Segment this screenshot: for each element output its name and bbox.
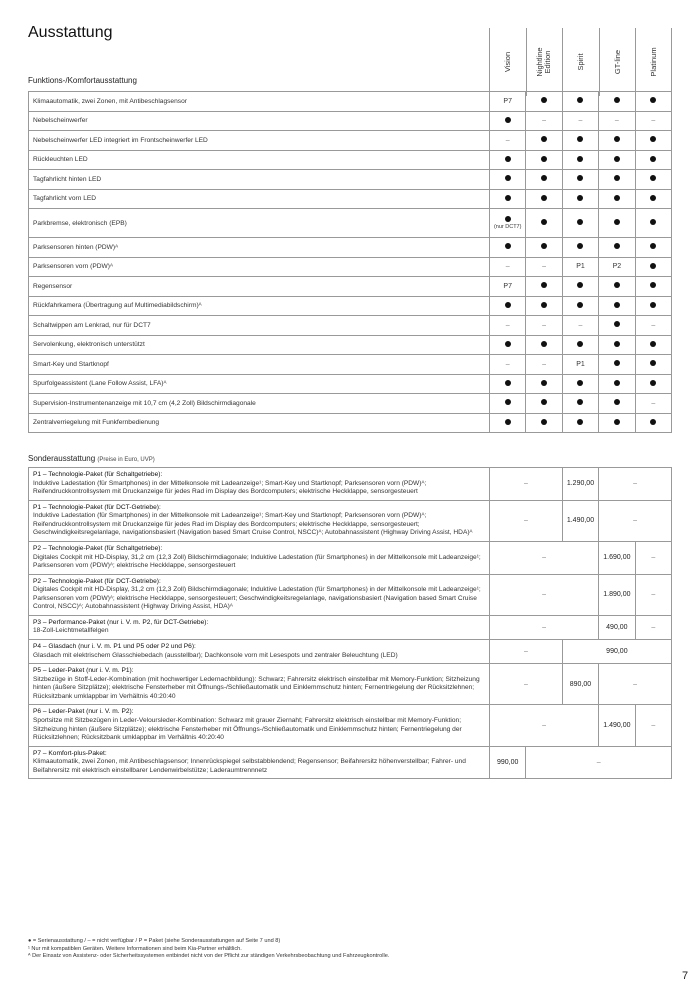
- package-details: Klimaautomatik, zwei Zonen, mit Antibeschlagsensor; Innenrückspiegel selbstabblendend; Regensensor; Beifahrersitz höhenverstellbar; Fahrer- und Beifahrersitz mit elektrisch einstellbarer Lendenwirbelstütze; Laderaumtrennnetz: [33, 758, 466, 774]
- standard-dot-icon: [541, 97, 547, 103]
- availability-cell: [599, 238, 635, 258]
- package-price: 890,00: [562, 664, 598, 705]
- availability-value: –: [505, 321, 510, 329]
- availability-cell: [599, 209, 635, 238]
- table-row: [29, 394, 672, 414]
- footnote: ᴬ Der Einsatz von Assistenz- oder Sicherheitssystemen entbindet nicht von der Pflicht zur ständigen Verkehrsbeobachtung und Fahrzeugkontrolle.: [28, 953, 390, 960]
- availability-value: –: [505, 136, 510, 144]
- package-title: P5 – Leder-Paket (nur i. V. m. P1):: [33, 667, 134, 675]
- availability-cell: [490, 277, 526, 297]
- feature-label: Tagfahrlicht vorn LED: [29, 189, 490, 209]
- footnote: ¹ Nur mit kompatiblen Geräten. Weitere Informationen sind beim Kia-Partner erhältlich.: [28, 945, 242, 952]
- standard-dot-icon: [505, 302, 511, 308]
- availability-cell: [635, 316, 671, 336]
- package-price: –: [635, 574, 671, 615]
- availability-cell: [490, 296, 526, 316]
- standard-dot-icon: [650, 156, 656, 162]
- availability-cell: [562, 209, 598, 238]
- table-row: [29, 296, 672, 316]
- standard-dot-icon: [614, 360, 620, 366]
- standard-dot-icon: [614, 243, 620, 249]
- feature-label: Spurfolgeassistent (Lane Follow Assist, LFA)ᴬ: [29, 374, 490, 394]
- package-title: P2 – Technologie-Paket (für Schaltgetriebe):: [33, 544, 163, 552]
- package-row: [29, 468, 672, 501]
- section-title: Sonderausstattung: [28, 454, 96, 463]
- availability-cell: [635, 111, 671, 131]
- standard-dot-icon: [650, 97, 656, 103]
- feature-label: Schaltwippen am Lenkrad, nur für DCT7: [29, 316, 490, 336]
- standard-dot-icon: [577, 282, 583, 288]
- availability-cell: [635, 394, 671, 414]
- availability-cell: [635, 238, 671, 258]
- standard-dot-icon: [505, 175, 511, 181]
- availability-cell: [490, 189, 526, 209]
- package-details: Induktive Ladestation (für Smartphones) in der Mittelkonsole mit Ladeanzeige¹; Smart-Key und Startknopf; Parksensoren vorn (PDW)ᴬ; Reifendruckkontrollsystem mit Druckanzeige für jedes Rad im Display des Bordcomputers; elektrische Heckklappe, sensorgesteuert; Geschwindigkeitsregelanlage, navigationsbasiert (Navigation based Smart Cruise Control, NSCC)ᴬ; Autobahnassistent (Highway Driving Assist, HDA)ᴬ: [33, 512, 473, 537]
- availability-value: –: [505, 263, 510, 271]
- standard-dot-icon: [650, 175, 656, 181]
- package-description: [29, 664, 490, 705]
- availability-value: P7: [503, 97, 512, 105]
- availability-cell: [490, 374, 526, 394]
- feature-label: Nebelscheinwerfer LED integriert im Frontscheinwerfer LED: [29, 131, 490, 151]
- package-description: [29, 705, 490, 746]
- trim-label: Vision: [502, 51, 512, 73]
- availability-cell: [490, 150, 526, 170]
- availability-cell: [562, 92, 598, 112]
- availability-cell: [599, 170, 635, 190]
- standard-dot-icon: [541, 195, 547, 201]
- package-price: 1.690,00: [599, 541, 635, 574]
- standard-dot-icon: [505, 380, 511, 386]
- package-price: 1.490,00: [599, 705, 635, 746]
- package-title: P1 – Technologie-Paket (für DCT-Getriebe):: [33, 503, 161, 511]
- table-row: [29, 170, 672, 190]
- standard-dot-icon: [614, 399, 620, 405]
- standard-dot-icon: [614, 156, 620, 162]
- package-description: [29, 574, 490, 615]
- package-row: [29, 664, 672, 705]
- package-title: P6 – Leder-Paket (nur i. V. m. P2):: [33, 708, 134, 716]
- availability-cell: [635, 374, 671, 394]
- availability-cell: [635, 170, 671, 190]
- availability-cell: [635, 335, 671, 355]
- availability-cell: [562, 238, 598, 258]
- standard-dot-icon: [541, 243, 547, 249]
- package-price: 990,00: [562, 640, 671, 664]
- standard-dot-icon: [505, 243, 511, 249]
- package-title: P3 – Performance-Paket (nur i. V. m. P2, für DCT-Getriebe):: [33, 618, 209, 626]
- availability-cell: [526, 374, 562, 394]
- package-price: –: [490, 468, 563, 501]
- package-price: –: [490, 574, 599, 615]
- feature-label: Supervision-Instrumentenanzeige mit 10,7 cm (4,2 Zoll) Bildschirmdiagonale: [29, 394, 490, 414]
- availability-cell: [562, 394, 598, 414]
- availability-cell: [490, 394, 526, 414]
- availability-cell: [526, 277, 562, 297]
- standard-dot-icon: [505, 399, 511, 405]
- availability-cell: [490, 238, 526, 258]
- section-note: (Preise in Euro, UVP): [97, 457, 155, 463]
- package-details: Sportsitze mit Sitzbezügen in Leder-Veloursleder-Kombination: Schwarz mit grauer Ziernaht; Fahrersitz elektrisch einstellbar mit Memory-Funktion; Sitzheizung hinten (äußere Sitzplätze); elektrische Fensterheber mit Öffnungs-/Schließautomatik und Einklemmschutz hinten; Fernentriegelung der Rücksitzlehnen; Rücksitzbank umklappbar im Verhältnis 40:20:40: [33, 716, 462, 742]
- standard-dot-icon: [505, 117, 511, 123]
- package-price: –: [490, 500, 563, 541]
- standard-dot-icon: [541, 175, 547, 181]
- feature-label: Rückfahrkamera (Übertragung auf Multimediabildschirm)ᴬ: [29, 296, 490, 316]
- availability-cell: [635, 131, 671, 151]
- availability-cell: [526, 170, 562, 190]
- package-row: [29, 615, 672, 639]
- availability-cell: [526, 189, 562, 209]
- standard-dot-icon: [505, 341, 511, 347]
- package-price: –: [635, 615, 671, 639]
- table-row: [29, 111, 672, 131]
- feature-label: Regensensor: [29, 277, 490, 297]
- availability-cell: [562, 374, 598, 394]
- package-price: –: [526, 746, 672, 779]
- table-row: [29, 189, 672, 209]
- availability-cell: [562, 257, 598, 277]
- package-details: Digitales Cockpit mit HD-Display, 31,2 cm (12,3 Zoll) Bildschirmdiagonale; Induktive Ladestation (für Smartphones) in der Mittelkonsole mit Ladeanzeige¹; Parksensoren vorn (PDW)ᴬ; elektrische Heckklappe, sensorgesteuert; Geschwindigkeitsregelanlage, navigationsbasiert (Navigation based Smart Cruise Control, NSCC)ᴬ; Autobahnassistent (Highway Driving Assist, HDA)ᴬ: [33, 586, 481, 611]
- availability-cell: [490, 257, 526, 277]
- standard-dot-icon: [650, 302, 656, 308]
- table-row: [29, 209, 672, 238]
- table-row: [29, 374, 672, 394]
- table-row: [29, 257, 672, 277]
- package-details: 18-Zoll-Leichtmetallfelgen: [33, 627, 109, 635]
- package-price: 990,00: [490, 746, 526, 779]
- availability-value: –: [651, 321, 656, 329]
- availability-cell: [562, 111, 598, 131]
- trim-header: [489, 28, 672, 96]
- footnote: ● = Serienausstattung / – = nicht verfügbar / P = Paket (siehe Sonderausstattungen auf Seite 7 und 8): [28, 938, 281, 944]
- section-heading-options: [28, 454, 155, 463]
- availability-value: –: [505, 360, 510, 368]
- availability-cell: [599, 355, 635, 375]
- availability-cell: [599, 316, 635, 336]
- availability-cell: [562, 170, 598, 190]
- standard-dot-icon: [505, 216, 511, 222]
- standard-dot-icon: [650, 195, 656, 201]
- standard-dot-icon: [541, 219, 547, 225]
- standard-dot-icon: [577, 302, 583, 308]
- package-description: [29, 500, 490, 541]
- standard-dot-icon: [614, 219, 620, 225]
- standard-dot-icon: [577, 243, 583, 249]
- availability-cell: [599, 374, 635, 394]
- feature-label: Nebelscheinwerfer: [29, 111, 490, 131]
- package-row: [29, 500, 672, 541]
- availability-cell: [562, 316, 598, 336]
- availability-cell: [635, 355, 671, 375]
- feature-label: Servolenkung, elektronisch unterstützt: [29, 335, 490, 355]
- availability-cell: [562, 296, 598, 316]
- availability-cell: [526, 394, 562, 414]
- table-row: [29, 413, 672, 433]
- package-title: P1 – Technologie-Paket (für Schaltgetriebe):: [33, 471, 163, 478]
- package-description: [29, 615, 490, 639]
- standard-dot-icon: [650, 380, 656, 386]
- standard-dot-icon: [577, 175, 583, 181]
- availability-cell: [635, 209, 671, 238]
- standard-dot-icon: [577, 219, 583, 225]
- table-row: [29, 277, 672, 297]
- availability-cell: [526, 111, 562, 131]
- package-title: P7 – Komfort-plus-Paket:: [33, 749, 107, 757]
- availability-cell: [599, 335, 635, 355]
- standard-dot-icon: [614, 321, 620, 327]
- standard-dot-icon: [650, 263, 656, 269]
- availability-cell: [562, 189, 598, 209]
- standard-dot-icon: [577, 195, 583, 201]
- package-row: [29, 705, 672, 746]
- standard-dot-icon: [541, 302, 547, 308]
- availability-value: P2: [612, 263, 622, 271]
- standard-dot-icon: [614, 136, 620, 142]
- availability-cell: [599, 131, 635, 151]
- availability-cell: [490, 355, 526, 375]
- availability-cell: [562, 150, 598, 170]
- package-price: –: [490, 664, 563, 705]
- standard-dot-icon: [614, 195, 620, 201]
- table-row: [29, 355, 672, 375]
- availability-cell: [526, 150, 562, 170]
- package-description: [29, 541, 490, 574]
- standard-dot-icon: [650, 219, 656, 225]
- availability-cell: [526, 413, 562, 433]
- availability-value: –: [542, 360, 547, 368]
- availability-cell: [490, 111, 526, 131]
- package-price: –: [490, 541, 599, 574]
- availability-value: P1: [576, 263, 585, 271]
- trim-label: Nightline Edition: [535, 47, 553, 77]
- standard-dot-icon: [577, 97, 583, 103]
- page-number: 7: [682, 970, 689, 982]
- package-price: 1.490,00: [562, 500, 598, 541]
- package-row: [29, 541, 672, 574]
- availability-cell: [599, 277, 635, 297]
- availability-cell: [562, 335, 598, 355]
- package-title: P4 – Glasdach (nur i. V. m. P1 und P5 oder P2 und P6):: [33, 643, 196, 650]
- availability-cell: [599, 413, 635, 433]
- standard-dot-icon: [577, 341, 583, 347]
- availability-value: –: [651, 117, 656, 125]
- availability-note: (nur DCT7): [493, 224, 522, 230]
- availability-cell: [599, 92, 635, 112]
- standard-dot-icon: [505, 419, 511, 425]
- availability-cell: [562, 413, 598, 433]
- standard-dot-icon: [577, 380, 583, 386]
- availability-cell: [635, 413, 671, 433]
- standard-dot-icon: [614, 175, 620, 181]
- feature-label: Rückleuchten LED: [29, 150, 490, 170]
- table-row: [29, 316, 672, 336]
- trim-label: Platinum: [648, 47, 658, 77]
- availability-cell: [490, 335, 526, 355]
- availability-cell: [562, 131, 598, 151]
- package-row: [29, 640, 672, 664]
- feature-label: Parksensoren vorn (PDW)ᴬ: [29, 257, 490, 277]
- feature-label: Tagfahrlicht hinten LED: [29, 170, 490, 190]
- trim-label: GT-line: [612, 49, 622, 75]
- availability-cell: [526, 335, 562, 355]
- availability-value: P1: [576, 360, 585, 368]
- package-description: [29, 468, 490, 501]
- availability-cell: [490, 316, 526, 336]
- package-price: –: [490, 615, 599, 639]
- package-price: 1.290,00: [562, 468, 598, 501]
- availability-value: –: [542, 263, 547, 271]
- availability-cell: [562, 277, 598, 297]
- standard-dot-icon: [541, 136, 547, 142]
- standard-dot-icon: [577, 399, 583, 405]
- package-details: Sitzbezüge in Stoff-Leder-Kombination (mit hochwertiger Ledernachbildung): Schwarz; Fahrersitz elektrisch einstellbar mit Memory-Funktion; Sitzheizung hinten (äußere Sitzplätze); elektrische Fensterheber mit Öffnungs-/Schließautomatik und Einklemmschutz hinten; Fernentriegelung der Rücksitzlehnen; Rücksitzbank umklappbar im Verhältnis 40:20:40: [33, 675, 480, 700]
- package-title: P2 – Technologie-Paket (für DCT-Getriebe):: [33, 577, 161, 585]
- table-row: [29, 150, 672, 170]
- availability-value: –: [578, 321, 583, 329]
- standard-dot-icon: [614, 97, 620, 103]
- availability-cell: [635, 296, 671, 316]
- standard-dot-icon: [650, 136, 656, 142]
- package-price: –: [599, 664, 672, 705]
- table-row: [29, 335, 672, 355]
- availability-cell: [526, 257, 562, 277]
- section-heading-comfort: Funktions-/Komfortausstattung: [28, 76, 137, 85]
- availability-cell: [635, 92, 671, 112]
- standard-dot-icon: [650, 419, 656, 425]
- footnotes: [28, 938, 389, 961]
- availability-cell: [599, 257, 635, 277]
- standard-dot-icon: [541, 380, 547, 386]
- package-price: –: [635, 541, 671, 574]
- trim-column-header: [489, 28, 526, 96]
- availability-cell: [599, 150, 635, 170]
- package-table: [28, 467, 672, 779]
- standard-dot-icon: [541, 341, 547, 347]
- package-price: –: [490, 705, 599, 746]
- package-details: Digitales Cockpit mit HD-Display, 31,2 cm (12,3 Zoll) Bildschirmdiagonale; Induktive Ladestation (für Smartphones) in der Mittelkonsole mit Ladeanzeige¹; Parksensoren vorn (PDW)ᴬ; elektrische Heckklappe, sensorgesteuert: [33, 553, 481, 570]
- standard-dot-icon: [650, 360, 656, 366]
- standard-dot-icon: [614, 380, 620, 386]
- package-price: 490,00: [599, 615, 635, 639]
- trim-column-header: [635, 28, 672, 96]
- package-price: –: [490, 640, 563, 664]
- feature-label: Parksensoren hinten (PDW)ᴬ: [29, 238, 490, 258]
- availability-cell: [526, 316, 562, 336]
- trim-column-header: [526, 28, 563, 96]
- availability-value: P7: [503, 282, 512, 290]
- standard-dot-icon: [614, 419, 620, 425]
- standard-dot-icon: [505, 195, 511, 201]
- availability-cell: [526, 209, 562, 238]
- availability-cell: [490, 209, 526, 238]
- standard-dot-icon: [577, 156, 583, 162]
- availability-cell: [635, 257, 671, 277]
- standard-dot-icon: [650, 282, 656, 288]
- availability-cell: [562, 355, 598, 375]
- package-description: [29, 640, 490, 664]
- standard-dot-icon: [577, 136, 583, 142]
- standard-dot-icon: [541, 282, 547, 288]
- standard-dot-icon: [505, 156, 511, 162]
- availability-value: –: [542, 321, 547, 329]
- package-row: [29, 746, 672, 779]
- availability-cell: [599, 111, 635, 131]
- standard-dot-icon: [541, 399, 547, 405]
- availability-cell: [526, 92, 562, 112]
- availability-value: –: [651, 399, 656, 407]
- feature-label: Parkbremse, elektronisch (EPB): [29, 209, 490, 238]
- standard-dot-icon: [650, 243, 656, 249]
- table-row: [29, 92, 672, 112]
- feature-label: Klimaautomatik, zwei Zonen, mit Antibeschlagsensor: [29, 92, 490, 112]
- availability-value: –: [578, 117, 583, 125]
- availability-cell: [526, 131, 562, 151]
- availability-cell: [526, 296, 562, 316]
- standard-dot-icon: [541, 156, 547, 162]
- availability-cell: [599, 189, 635, 209]
- package-price: –: [599, 468, 672, 501]
- standard-dot-icon: [614, 282, 620, 288]
- availability-cell: [635, 150, 671, 170]
- availability-cell: [526, 238, 562, 258]
- availability-cell: [635, 277, 671, 297]
- package-details: Glasdach mit elektrischem Glasschiebedach (ausstellbar); Dachkonsole vorn mit Lesespots und zentraler Beleuchtung (LED): [33, 651, 398, 659]
- table-row: [29, 131, 672, 151]
- availability-cell: [490, 413, 526, 433]
- table-row: [29, 238, 672, 258]
- feature-label: Smart-Key und Startknopf: [29, 355, 490, 375]
- page-title: Ausstattung: [28, 24, 113, 41]
- standard-dot-icon: [614, 341, 620, 347]
- package-price: –: [599, 500, 672, 541]
- availability-value: –: [614, 117, 619, 125]
- availability-cell: [490, 131, 526, 151]
- feature-table: [28, 91, 672, 433]
- feature-label: Zentralverriegelung mit Funkfernbedienung: [29, 413, 490, 433]
- standard-dot-icon: [614, 302, 620, 308]
- package-price: –: [635, 705, 671, 746]
- availability-value: –: [542, 117, 547, 125]
- availability-cell: [635, 189, 671, 209]
- availability-cell: [599, 394, 635, 414]
- package-description: [29, 746, 490, 779]
- availability-cell: [599, 296, 635, 316]
- standard-dot-icon: [541, 419, 547, 425]
- package-price: 1.890,00: [599, 574, 635, 615]
- trim-column-header: [599, 28, 636, 96]
- trim-column-header: [562, 28, 599, 96]
- trim-label: Spirit: [576, 53, 586, 71]
- availability-cell: [526, 355, 562, 375]
- availability-cell: [490, 170, 526, 190]
- package-details: Induktive Ladestation (für Smartphones) in der Mittelkonsole mit Ladeanzeige¹; Smart-Key und Startknopf; Parksensoren vorn (PDW)ᴬ; Reifendruckkontrollsystem mit Druckanzeige für jedes Rad im Display des Bordcomputers; elektrische Heckklappe, sensorgesteuert: [33, 479, 427, 496]
- standard-dot-icon: [650, 341, 656, 347]
- availability-cell: [490, 92, 526, 112]
- package-row: [29, 574, 672, 615]
- standard-dot-icon: [577, 419, 583, 425]
